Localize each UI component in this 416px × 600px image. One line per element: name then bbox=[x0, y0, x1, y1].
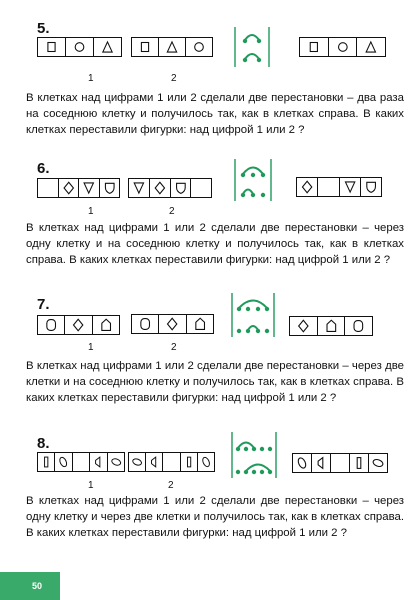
figure-strip-1 bbox=[37, 178, 120, 198]
down-triangle-figure-icon bbox=[340, 178, 361, 196]
shield-figure-icon bbox=[361, 178, 381, 196]
circle-figure-icon bbox=[329, 38, 358, 56]
strip-1-label: 1 bbox=[88, 206, 94, 217]
exercise-text: В клетках над цифрами 1 или 2 сделали две перестановки – через одну клетку и на соседнюю клетку и получилось так, как в клетках справа. В каких клетках переставили фигурки: над цифрой 1 или 2 ? bbox=[26, 222, 404, 266]
figure-strip-1 bbox=[37, 37, 122, 57]
empty-cell bbox=[191, 179, 211, 197]
exercise-text: В клетках над цифрами 1 или 2 сделали две перестановки – через две клетки и на соседнюю клетку и получилось так, как в клетках справа. В каких клетках переставили фигурки: над цифрой 1 или 2 ? bbox=[26, 360, 404, 404]
empty-cell bbox=[318, 178, 339, 196]
square-figure-icon bbox=[300, 38, 329, 56]
ellipse-figure-icon bbox=[129, 453, 146, 471]
figure-strip-2 bbox=[128, 452, 215, 472]
diamond-figure-icon bbox=[59, 179, 80, 197]
page-number-bar bbox=[0, 572, 60, 600]
triangle-figure-icon bbox=[94, 38, 121, 56]
triangle-figure-icon bbox=[159, 38, 186, 56]
exercise-6 bbox=[0, 160, 416, 295]
shield-figure-icon bbox=[171, 179, 192, 197]
down-triangle-figure-icon bbox=[79, 179, 100, 197]
half-rect-figure-icon bbox=[90, 453, 107, 471]
house-figure-icon bbox=[318, 317, 346, 335]
house-figure-icon bbox=[187, 315, 213, 333]
oval-figure-icon bbox=[55, 453, 72, 471]
exercise-text: В клетках над цифрами 1 или 2 сделали две перестановки – два раза на соседнюю клетку и получилось так, как в клетках справа. В каких клетках переставили фигурки: над цифрой 1 или 2 ? bbox=[26, 92, 404, 136]
square-figure-icon bbox=[132, 38, 159, 56]
rounded-rect-figure-icon bbox=[345, 317, 372, 335]
oval-figure-icon bbox=[293, 454, 312, 472]
exercise-number: 6. bbox=[37, 160, 50, 177]
empty-cell bbox=[163, 453, 180, 471]
diamond-figure-icon bbox=[159, 315, 186, 333]
half-rect-figure-icon bbox=[146, 453, 163, 471]
oval-figure-icon bbox=[198, 453, 214, 471]
strip-2-label: 2 bbox=[168, 480, 174, 491]
exercise-8 bbox=[0, 435, 416, 575]
rounded-rect-figure-icon bbox=[38, 316, 65, 334]
bar-figure-icon bbox=[181, 453, 198, 471]
page-number: 50 bbox=[32, 581, 43, 591]
swap-hint-icon bbox=[229, 430, 279, 480]
swap-hint-icon bbox=[232, 157, 274, 203]
bar-figure-icon bbox=[350, 454, 369, 472]
diamond-figure-icon bbox=[297, 178, 318, 196]
triangle-figure-icon bbox=[357, 38, 385, 56]
figure-strip-1 bbox=[37, 452, 125, 472]
exercise-number: 7. bbox=[37, 296, 50, 313]
strip-2-label: 2 bbox=[169, 206, 175, 217]
exercise-7 bbox=[0, 296, 416, 434]
result-strip bbox=[296, 177, 382, 197]
strip-2-label: 2 bbox=[171, 342, 177, 353]
exercise-text: В клетках над цифрами 1 или 2 сделали две перестановки – через одну клетку и через две клетки и получилось так, как в клетках справа. В каких клетках переставили фигурки: над цифрой 1 или 2 ? bbox=[26, 495, 404, 539]
diamond-figure-icon bbox=[150, 179, 171, 197]
swap-hint-icon bbox=[232, 25, 272, 69]
empty-cell bbox=[38, 179, 59, 197]
rounded-rect-figure-icon bbox=[132, 315, 159, 333]
circle-figure-icon bbox=[186, 38, 212, 56]
exercise-number: 5. bbox=[37, 20, 50, 37]
strip-1-label: 1 bbox=[88, 342, 94, 353]
figure-strip-2 bbox=[131, 314, 214, 334]
empty-cell bbox=[331, 454, 350, 472]
strip-1-label: 1 bbox=[88, 480, 94, 491]
shield-figure-icon bbox=[100, 179, 120, 197]
figure-strip-2 bbox=[131, 37, 213, 57]
result-strip bbox=[289, 316, 373, 336]
exercise-5 bbox=[0, 20, 416, 160]
diamond-figure-icon bbox=[290, 317, 318, 335]
house-figure-icon bbox=[93, 316, 119, 334]
result-strip bbox=[292, 453, 388, 473]
down-triangle-figure-icon bbox=[129, 179, 150, 197]
ellipse-figure-icon bbox=[369, 454, 387, 472]
swap-hint-icon bbox=[229, 291, 277, 339]
circle-figure-icon bbox=[66, 38, 94, 56]
diamond-figure-icon bbox=[65, 316, 92, 334]
figure-strip-1 bbox=[37, 315, 120, 335]
square-figure-icon bbox=[38, 38, 66, 56]
result-strip bbox=[299, 37, 386, 57]
bar-figure-icon bbox=[38, 453, 55, 471]
figure-strip-2 bbox=[128, 178, 212, 198]
strip-2-label: 2 bbox=[171, 73, 177, 84]
ellipse-figure-icon bbox=[108, 453, 124, 471]
empty-cell bbox=[73, 453, 90, 471]
strip-1-label: 1 bbox=[88, 73, 94, 84]
half-rect-figure-icon bbox=[312, 454, 331, 472]
exercise-number: 8. bbox=[37, 435, 50, 452]
